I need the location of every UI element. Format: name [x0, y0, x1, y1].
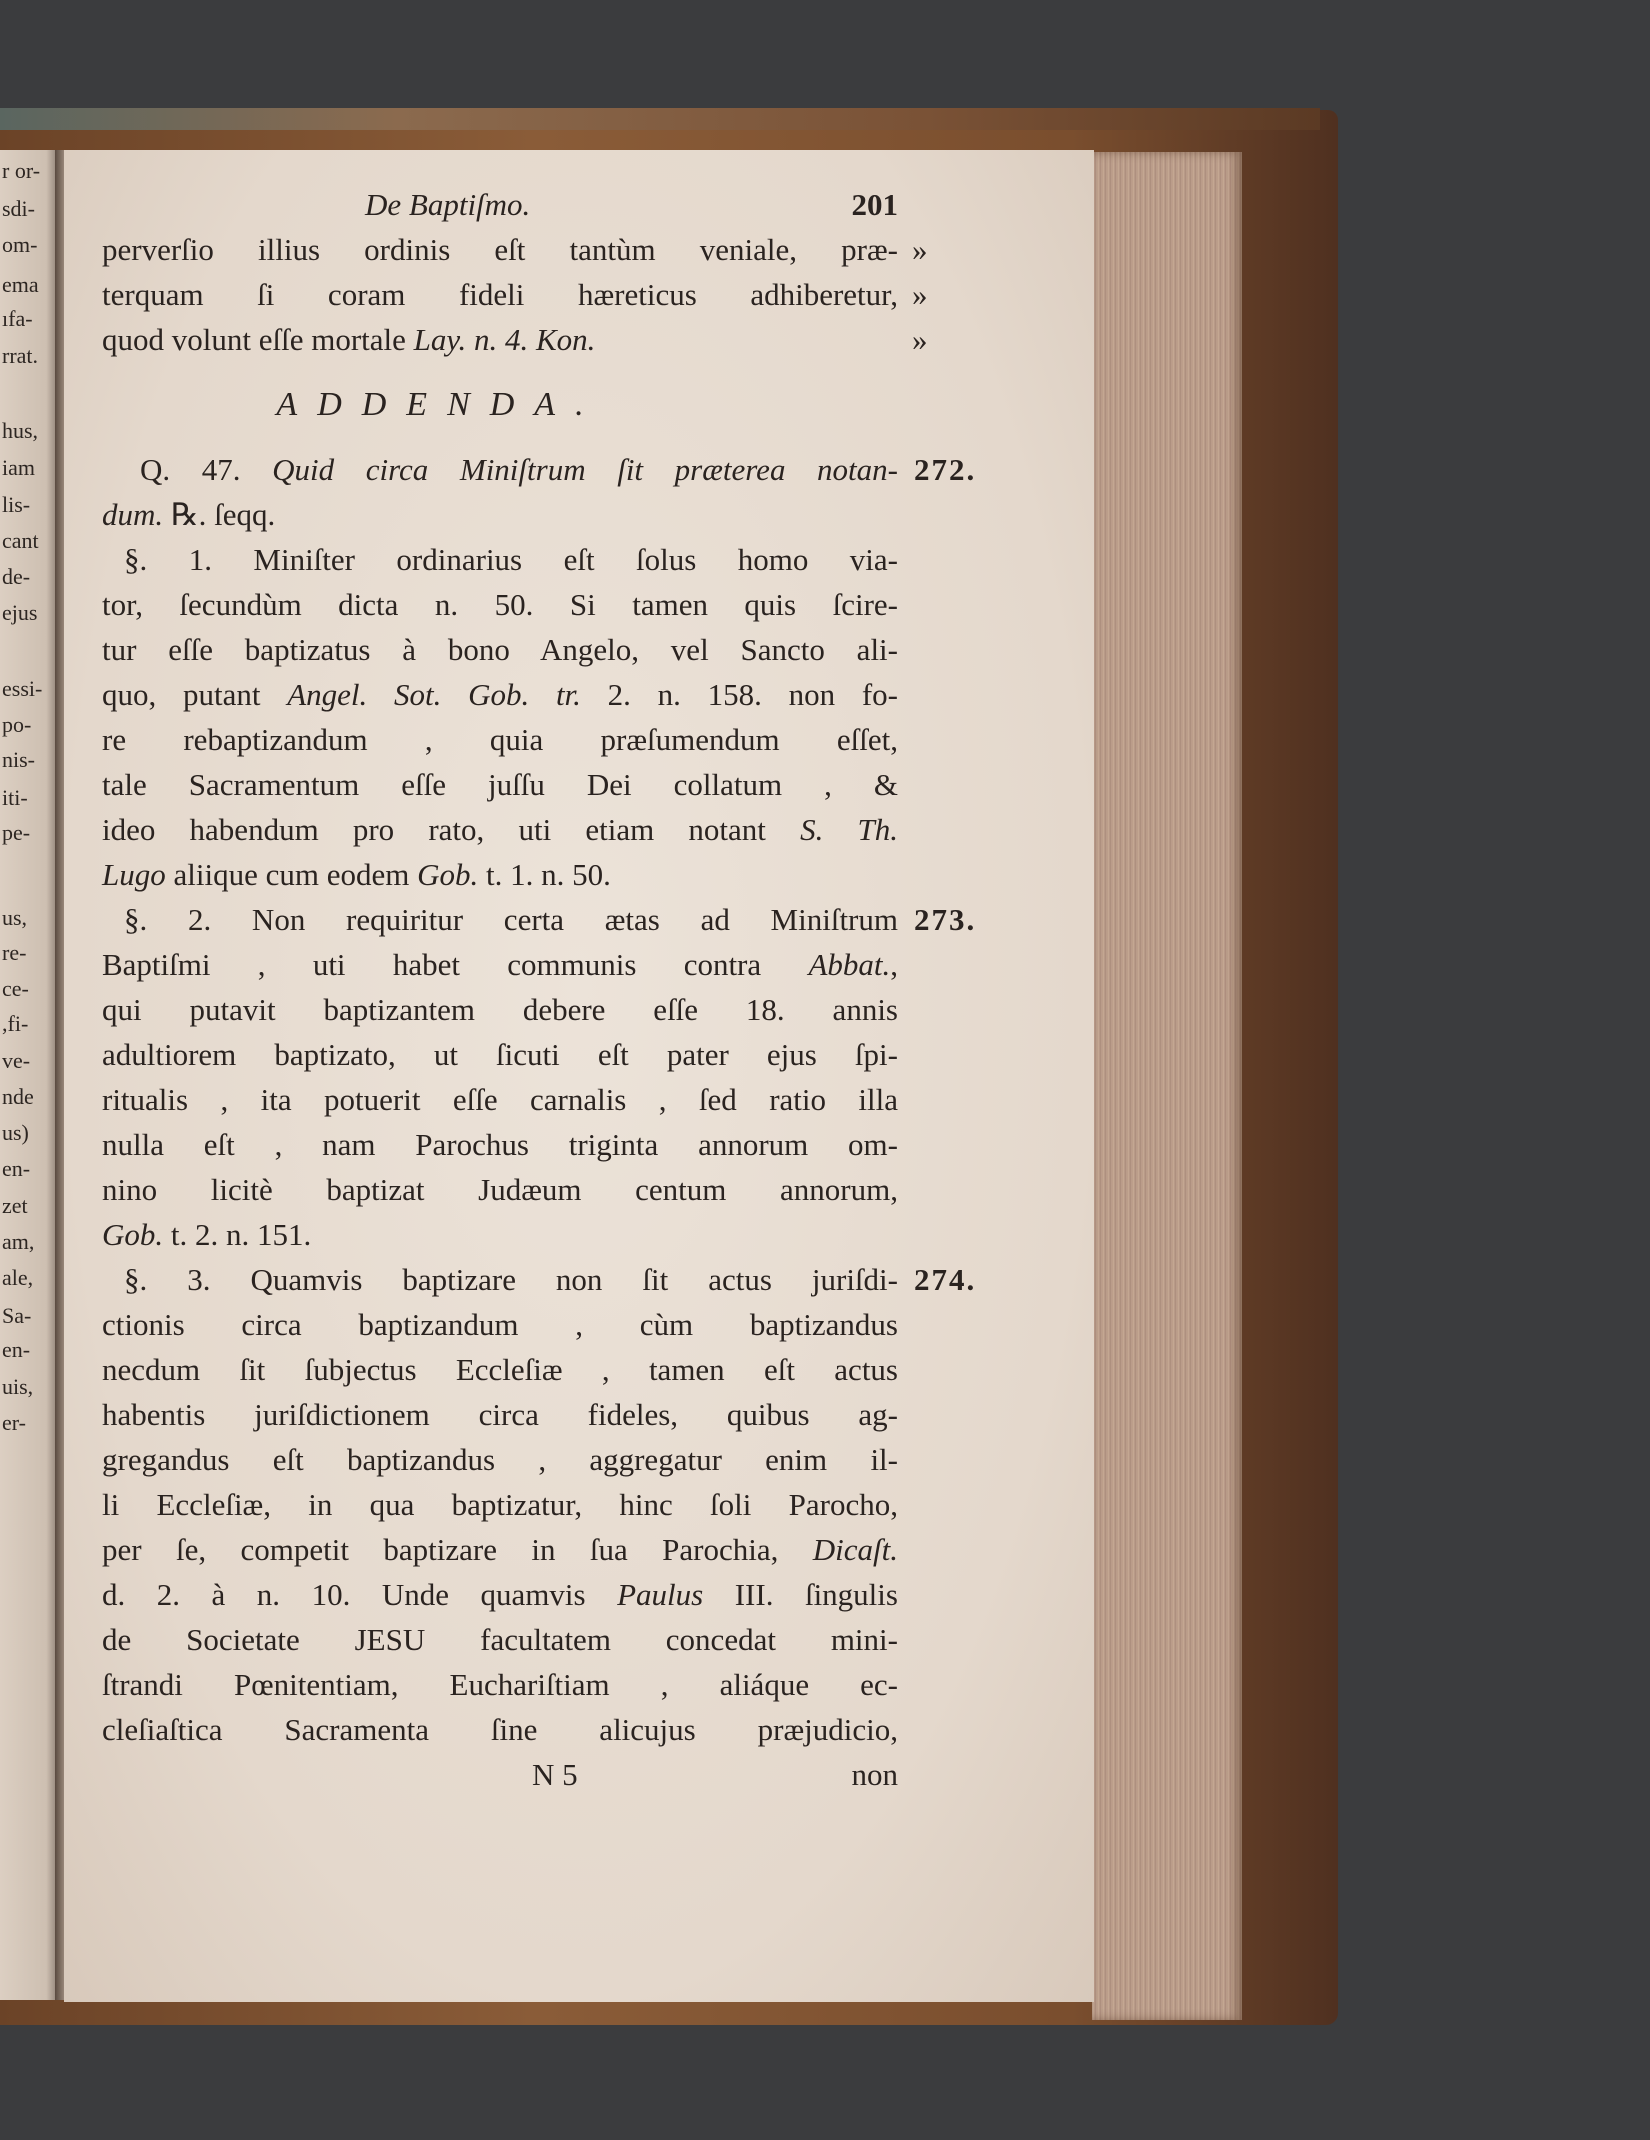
- text-line: [102, 1617, 898, 1662]
- page-text: [102, 182, 977, 1797]
- text-segment: §. 2. Non requiritur certa ætas ad Miniſtrum: [124, 902, 898, 937]
- text-segment: tor, ſecundùm dicta n. 50. Si tamen quis ſcire-: [102, 587, 898, 622]
- text-line: [102, 852, 898, 897]
- text-line: [102, 227, 928, 272]
- italic-citation: Quid circa Miniſtrum ſit præterea notan-: [272, 452, 898, 487]
- left-page-word-fragment: iam: [2, 455, 35, 480]
- italic-citation: Gob.: [417, 857, 479, 892]
- text-segment: Q. 47.: [140, 452, 273, 487]
- text-line: [102, 1527, 898, 1572]
- left-page-word-fragment: iti-: [2, 785, 28, 810]
- quotation-mark: »: [912, 277, 928, 312]
- left-page-word-fragment: sdi-: [2, 196, 35, 221]
- page-footer: [102, 1752, 898, 1797]
- left-page-word-fragment: ejus: [2, 600, 38, 625]
- left-page-word-fragment: er-: [2, 1410, 26, 1435]
- text-line: [102, 1482, 898, 1527]
- left-page-word-fragment: us,: [2, 905, 28, 930]
- text-line: [102, 492, 898, 537]
- left-page-word-fragment: de-: [2, 564, 31, 589]
- left-page-word-fragment: lis-: [2, 492, 31, 517]
- left-page-word-fragment: ema: [2, 272, 39, 297]
- text-line: [102, 807, 898, 852]
- left-page-word-fragment: hus,: [2, 418, 39, 443]
- left-page-word-fragment: r or-: [2, 158, 41, 183]
- text-segment: tale Sacramentum eſſe juſſu Dei collatum , &: [102, 767, 898, 802]
- text-segment: li Eccleſiæ, in qua baptizatur, hinc ſoli Parocho,: [102, 1487, 898, 1522]
- text-segment: tur eſſe baptizatus à bono Angelo, vel Sancto ali-: [102, 632, 898, 667]
- italic-citation: dum.: [102, 497, 171, 532]
- text-segment: 2. n. 158. non fo-: [580, 677, 898, 712]
- signature-mark: N 5: [532, 1757, 578, 1792]
- text-segment: aliique cum eodem: [165, 857, 418, 892]
- italic-citation: Abbat.: [808, 947, 891, 982]
- text-line: [102, 1347, 898, 1392]
- text-line: [102, 447, 977, 492]
- text-segment: re rebaptizandum , quia præſumendum eſſet,: [102, 722, 898, 757]
- text-line: [102, 1032, 898, 1077]
- left-page-word-fragment: ,fi-: [2, 1011, 29, 1036]
- text-segment: nulla eſt , nam Parochus triginta annorum om-: [102, 1127, 898, 1162]
- text-segment: cleſiaſtica Sacramenta ſine alicujus præjudicio,: [102, 1712, 898, 1747]
- text-segment: ideo habendum pro rato, uti etiam notant: [102, 812, 801, 847]
- text-segment: ℞. ſeqq.: [170, 497, 276, 532]
- text-line: [102, 897, 977, 942]
- left-page-word-fragment: Sa-: [2, 1303, 32, 1328]
- text-segment: de Societate JESU facultatem concedat mini-: [102, 1622, 898, 1657]
- text-segment: t. 2. n. 151.: [163, 1217, 312, 1252]
- text-segment: §. 1. Miniſter ordinarius eſt ſolus homo via-: [124, 542, 898, 577]
- text-line: [102, 762, 898, 807]
- text-line: [102, 317, 928, 362]
- text-segment: necdum ſit ſubjectus Eccleſiæ , tamen eſt actus: [102, 1352, 898, 1387]
- text-segment: Baptiſmi , uti habet communis contra: [102, 947, 809, 982]
- left-page-word-fragment: cant: [2, 528, 39, 553]
- left-page-word-fragment: pe-: [2, 820, 31, 845]
- text-line: [102, 672, 898, 717]
- text-line: [102, 1707, 898, 1752]
- text-line: [102, 1302, 898, 1347]
- text-line: [102, 1257, 977, 1302]
- cover-top-edge: [0, 108, 1320, 130]
- text-segment: t. 1. n. 50.: [478, 857, 611, 892]
- left-page-word-fragment: re-: [2, 940, 27, 965]
- left-page-word-fragment: ale,: [2, 1265, 34, 1290]
- quotation-mark: »: [912, 232, 928, 267]
- text-line: [102, 537, 898, 582]
- text-line: [102, 272, 928, 317]
- left-page-word-fragment: us): [2, 1120, 29, 1145]
- text-line: [102, 1662, 898, 1707]
- text-segment: ſtrandi Pœnitentiam, Euchariſtiam , aliáque ec-: [102, 1667, 898, 1702]
- text-line: [102, 1212, 898, 1257]
- left-page-word-fragment: ıfa-: [2, 306, 33, 331]
- text-segment: nino licitè baptizat Judæum centum annorum,: [102, 1172, 898, 1207]
- text-line: [102, 1167, 898, 1212]
- margin-number: 273.: [914, 902, 977, 937]
- italic-citation: S. Th.: [800, 812, 898, 847]
- left-page-word-fragment: po-: [2, 712, 32, 737]
- text-segment: per ſe, competit baptizare in ſua Parochia,: [102, 1532, 813, 1567]
- italic-citation: Gob.: [102, 1217, 164, 1252]
- left-page-word-fragment: uis,: [2, 1374, 34, 1399]
- italic-citation: Lugo: [102, 857, 166, 892]
- italic-citation: Lay. n. 4. Kon.: [413, 322, 596, 357]
- margin-number: 274.: [914, 1262, 977, 1297]
- left-page-word-fragment: nis-: [2, 747, 35, 772]
- text-line: [102, 1572, 898, 1617]
- italic-citation: Paulus: [617, 1577, 704, 1612]
- text-line: [102, 1122, 898, 1167]
- text-segment: quod volunt eſſe mortale: [102, 322, 414, 357]
- text-line: [102, 1437, 898, 1482]
- catchword: non: [851, 1757, 898, 1792]
- left-page-fragment: [0, 150, 58, 2000]
- left-page-word-fragment: am,: [2, 1229, 35, 1254]
- text-line: [102, 1077, 898, 1122]
- running-title: De Baptiſmo.: [365, 187, 531, 222]
- text-segment: III. ſingulis: [703, 1577, 898, 1612]
- left-page-word-fragment: en-: [2, 1156, 31, 1181]
- page-fore-edge: [1092, 152, 1242, 2020]
- italic-citation: Angel. Sot. Gob. tr.: [287, 677, 581, 712]
- left-page-word-fragment: en-: [2, 1337, 31, 1362]
- text-segment: ,: [890, 947, 898, 982]
- text-line: [102, 987, 898, 1032]
- quotation-mark: »: [912, 322, 928, 357]
- addenda-heading: ADDENDA.: [276, 386, 604, 423]
- text-segment: d. 2. à n. 10. Unde quamvis: [102, 1577, 618, 1612]
- left-page-word-fragment: ve-: [2, 1048, 31, 1073]
- margin-number: 272.: [914, 452, 977, 487]
- left-page-word-fragment: rrat.: [2, 343, 39, 368]
- left-page-word-fragment: ce-: [2, 976, 29, 1001]
- text-line: [102, 1392, 898, 1437]
- text-line: [102, 942, 898, 987]
- text-segment: habentis juriſdictionem circa fideles, quibus ag-: [102, 1397, 898, 1432]
- running-header: [102, 182, 898, 227]
- text-segment: ritualis , ita potuerit eſſe carnalis , ſed ratio illa: [102, 1082, 898, 1117]
- text-segment: qui putavit baptizantem debere eſſe 18. annis: [102, 992, 898, 1027]
- left-page-word-fragment: zet: [2, 1193, 28, 1218]
- text-segment: gregandus eſt baptizandus , aggregatur enim il-: [102, 1442, 898, 1477]
- text-segment: quo, putant: [102, 677, 288, 712]
- text-segment: terquam ſi coram fideli hæreticus adhiberetur,: [102, 277, 898, 312]
- text-segment: ctionis circa baptizandum , cùm baptizandus: [102, 1307, 898, 1342]
- text-line: [102, 582, 898, 627]
- text-line: [102, 717, 898, 762]
- left-page-word-fragment: essi-: [2, 676, 43, 701]
- page-number: 201: [851, 187, 898, 222]
- text-line: [102, 627, 898, 672]
- italic-citation: Dicaſt.: [812, 1532, 898, 1567]
- left-page-word-fragment: om-: [2, 232, 38, 257]
- text-segment: §. 3. Quamvis baptizare non ſit actus juriſdi-: [124, 1262, 898, 1297]
- left-page-word-fragment: nde: [2, 1084, 34, 1109]
- text-segment: adultiorem baptizato, ut ſicuti eſt pater ejus ſpi-: [102, 1037, 898, 1072]
- text-segment: perverſio illius ordinis eſt tantùm veniale, præ-: [102, 232, 898, 267]
